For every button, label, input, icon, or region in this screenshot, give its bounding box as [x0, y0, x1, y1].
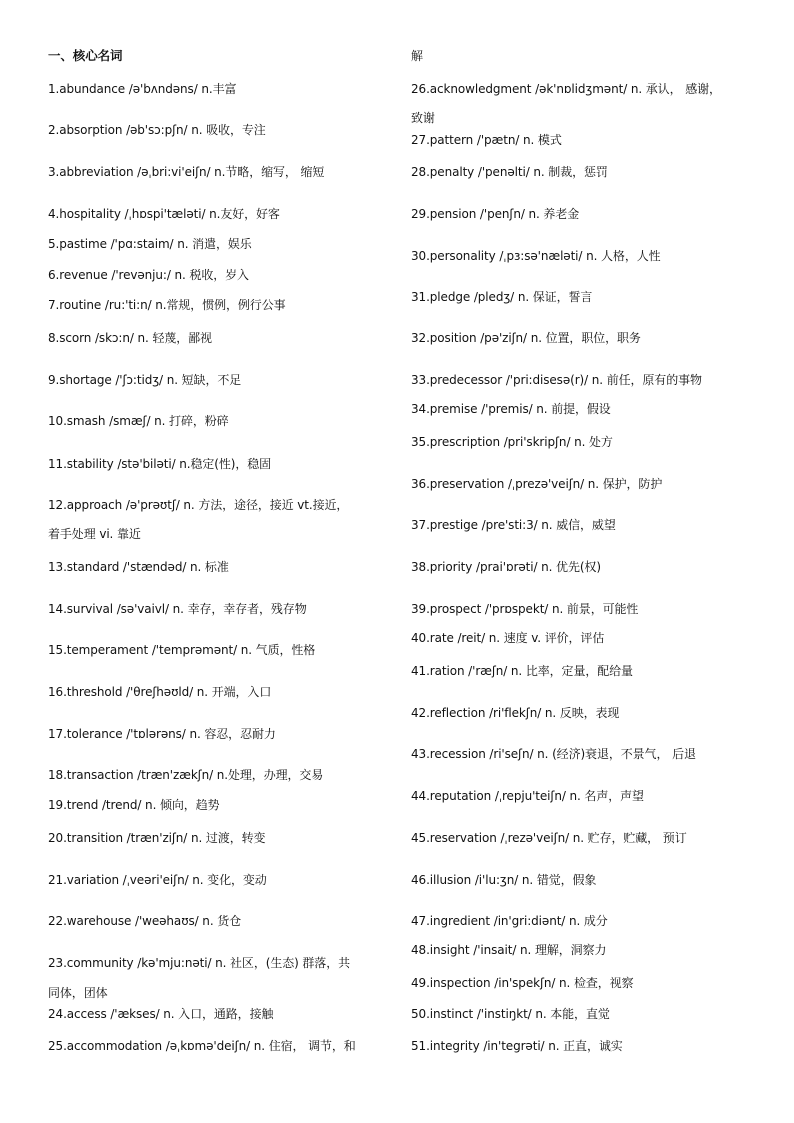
vocab-entry: 7.routine /ru:'ti:n/ n.常规，惯例，例行公事	[48, 298, 286, 312]
vocab-entry: 30.personality /ˌpɜ:sə'næləti/ n. 人格，人性	[411, 249, 661, 263]
vocab-entry: 48.insight /'insait/ n. 理解，洞察力	[411, 943, 607, 957]
vocab-entry: 3.abbreviation /əˌbri:vi'eiʃn/ n.节略，缩写， 缩短	[48, 165, 325, 179]
vocab-entry: 8.scorn /skɔ:n/ n. 轻蔑，鄙视	[48, 331, 212, 345]
section-heading: 一、核心名词	[48, 48, 123, 63]
vocab-entry: 25.accommodation /əˌkɒmə'deiʃn/ n. 住宿， 调节，和	[48, 1039, 356, 1053]
vocab-entry: 16.threshold /'θreʃhəʊld/ n. 开端，入口	[48, 685, 272, 699]
vocab-entry: 2.absorption /əb'sɔ:pʃn/ n. 吸收，专注	[48, 123, 266, 137]
vocab-entry: 11.stability /stə'biləti/ n.稳定(性)，稳固	[48, 457, 272, 471]
vocab-entry: 12.approach /ə'prəʊtʃ/ n. 方法，途径，接近 vt.接近，	[48, 498, 349, 512]
vocab-entry: 9.shortage /'ʃɔ:tidʒ/ n. 短缺，不足	[48, 373, 242, 387]
vocab-entry: 43.recession /ri'seʃn/ n. (经济)衰退，不景气， 后退	[411, 747, 696, 761]
vocab-entry: 26.acknowledgment /ək'nɒlidʒmənt/ n. 承认， 感谢，	[411, 82, 721, 96]
vocab-entry: 28.penalty /'penəlti/ n. 制裁，惩罚	[411, 165, 608, 179]
vocab-entry: 31.pledge /pledʒ/ n. 保证，誓言	[411, 290, 593, 304]
vocab-entry: 37.prestige /pre'sti:3/ n. 威信，威望	[411, 518, 616, 532]
vocab-entry: 13.standard /'stændəd/ n. 标准	[48, 560, 229, 574]
vocab-entry: 14.survival /sə'vaivl/ n. 幸存，幸存者，残存物	[48, 602, 307, 616]
vocab-entry: 23.community /kə'mju:nəti/ n. 社区，(生态) 群落，共	[48, 956, 351, 970]
vocab-entry: 34.premise /'premis/ n. 前提，假设	[411, 402, 611, 416]
vocab-entry: 21.variation /ˌveəri'eiʃn/ n. 变化，变动	[48, 873, 267, 887]
vocab-entry: 1.abundance /ə'bʌndəns/ n.丰富	[48, 82, 237, 96]
vocab-entry-continuation: 同体，团体	[48, 986, 108, 1000]
vocab-entry: 51.integrity /in'tegrəti/ n. 正直，诚实	[411, 1039, 623, 1053]
vocab-entry-continuation: 解	[411, 49, 423, 63]
vocab-entry: 27.pattern /'pætn/ n. 模式	[411, 133, 562, 147]
vocab-entry-continuation: 致谢	[411, 111, 435, 125]
vocab-entry: 47.ingredient /in'gri:diənt/ n. 成分	[411, 914, 608, 928]
vocab-entry: 41.ration /'ræʃn/ n. 比率，定量，配给量	[411, 664, 633, 678]
vocab-entry-continuation: 着手处理 vi. 靠近	[48, 527, 141, 541]
vocab-entry: 24.access /'ækses/ n. 入口，通路，接触	[48, 1007, 274, 1021]
vocab-entry: 15.temperament /'temprəmənt/ n. 气质，性格	[48, 643, 316, 657]
vocab-entry: 18.transaction /træn'zækʃn/ n.处理，办理，交易	[48, 768, 324, 782]
vocab-entry: 35.prescription /pri'skripʃn/ n. 处方	[411, 435, 613, 449]
vocab-entry: 36.preservation /ˌprezə'veiʃn/ n. 保护，防护	[411, 477, 663, 491]
vocab-entry: 10.smash /smæʃ/ n. 打碎，粉碎	[48, 414, 229, 428]
vocab-entry: 5.pastime /'pɑ:staim/ n. 消遣，娱乐	[48, 237, 252, 251]
vocab-entry: 20.transition /træn'ziʃn/ n. 过渡，转变	[48, 831, 266, 845]
vocab-entry: 19.trend /trend/ n. 倾向，趋势	[48, 798, 220, 812]
vocab-entry: 17.tolerance /'tɒlərəns/ n. 容忍，忍耐力	[48, 727, 276, 741]
vocab-entry: 40.rate /reit/ n. 速度 v. 评价，评估	[411, 631, 605, 645]
vocab-entry: 42.reflection /ri'flekʃn/ n. 反映，表现	[411, 706, 620, 720]
vocab-entry: 29.pension /'penʃn/ n. 养老金	[411, 207, 580, 221]
vocab-entry: 6.revenue /'revənju:/ n. 税收，岁入	[48, 268, 249, 282]
vocab-entry: 38.priority /prai'ɒrəti/ n. 优先(权)	[411, 560, 601, 574]
vocab-entry: 32.position /pə'ziʃn/ n. 位置，职位，职务	[411, 331, 641, 345]
vocab-entry: 46.illusion /i'lu:ʒn/ n. 错觉，假象	[411, 873, 597, 887]
vocab-entry: 44.reputation /ˌrepju'teiʃn/ n. 名声，声望	[411, 789, 644, 803]
vocab-entry: 49.inspection /in'spekʃn/ n. 检查，视察	[411, 976, 634, 990]
vocab-entry: 50.instinct /'instiŋkt/ n. 本能，直觉	[411, 1007, 610, 1021]
vocab-entry: 45.reservation /ˌrezə'veiʃn/ n. 贮存，贮藏， 预订	[411, 831, 687, 845]
vocab-entry: 4.hospitality /ˌhɒspi'tæləti/ n.友好，好客	[48, 207, 280, 221]
vocab-entry: 22.warehouse /'weəhaʊs/ n. 货仓	[48, 914, 242, 928]
vocab-entry: 33.predecessor /'pri:disesə(r)/ n. 前任，原有的事物	[411, 373, 702, 387]
vocab-entry: 39.prospect /'prɒspekt/ n. 前景，可能性	[411, 602, 639, 616]
